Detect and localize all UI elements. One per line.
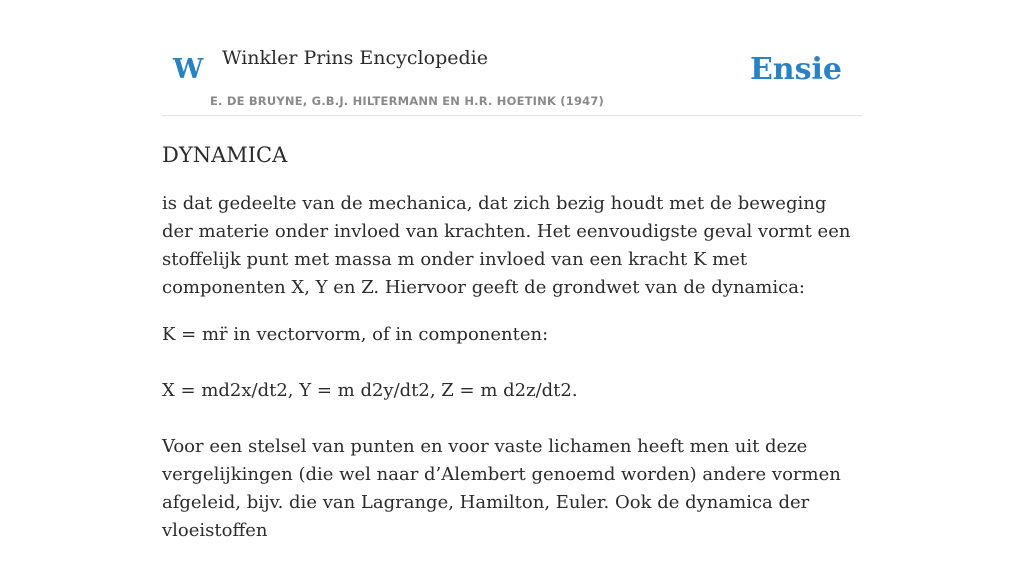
page-title: DYNAMICA xyxy=(162,143,288,167)
site-logo[interactable] xyxy=(173,52,203,88)
article-paragraph: is dat gedeelte van de mechanica, dat zich bezig houdt met de beweging der materie onder invloed van krachten. Het eenvoudigste geval vormt een stoffelijk punt met massa m onder invloed van een kracht K met componenten X, Y en Z. Hiervoor geeft de grondwet van de dynamica: xyxy=(162,193,851,298)
logo-letter[interactable]: W xyxy=(173,54,204,85)
article-body xyxy=(162,140,862,564)
formula-vector: K = mr̈ in vectorvorm, of in componenten: xyxy=(162,324,549,345)
article-paragraph: Voor een stelsel van punten en voor vaste lichamen heeft men uit deze vergelijkingen (die wel naar d’Alembert genoemd worden) andere vormen afgeleid, bijv. die van Lagrange, Hamilton, Euler. Ook de dynamica der vloeistoffen xyxy=(162,436,841,541)
site-title[interactable]: Winkler Prins Encyclopedie xyxy=(222,47,488,69)
formula-components: X = md2x/dt2, Y = m d2y/dt2, Z = m d2z/dt2. xyxy=(162,380,578,401)
brand-link[interactable]: Ensie xyxy=(749,52,842,87)
header-divider xyxy=(162,115,862,116)
authors-credit: E. DE BRUYNE, G.B.J. HILTERMANN EN H.R. HOETINK (1947) xyxy=(210,94,605,108)
